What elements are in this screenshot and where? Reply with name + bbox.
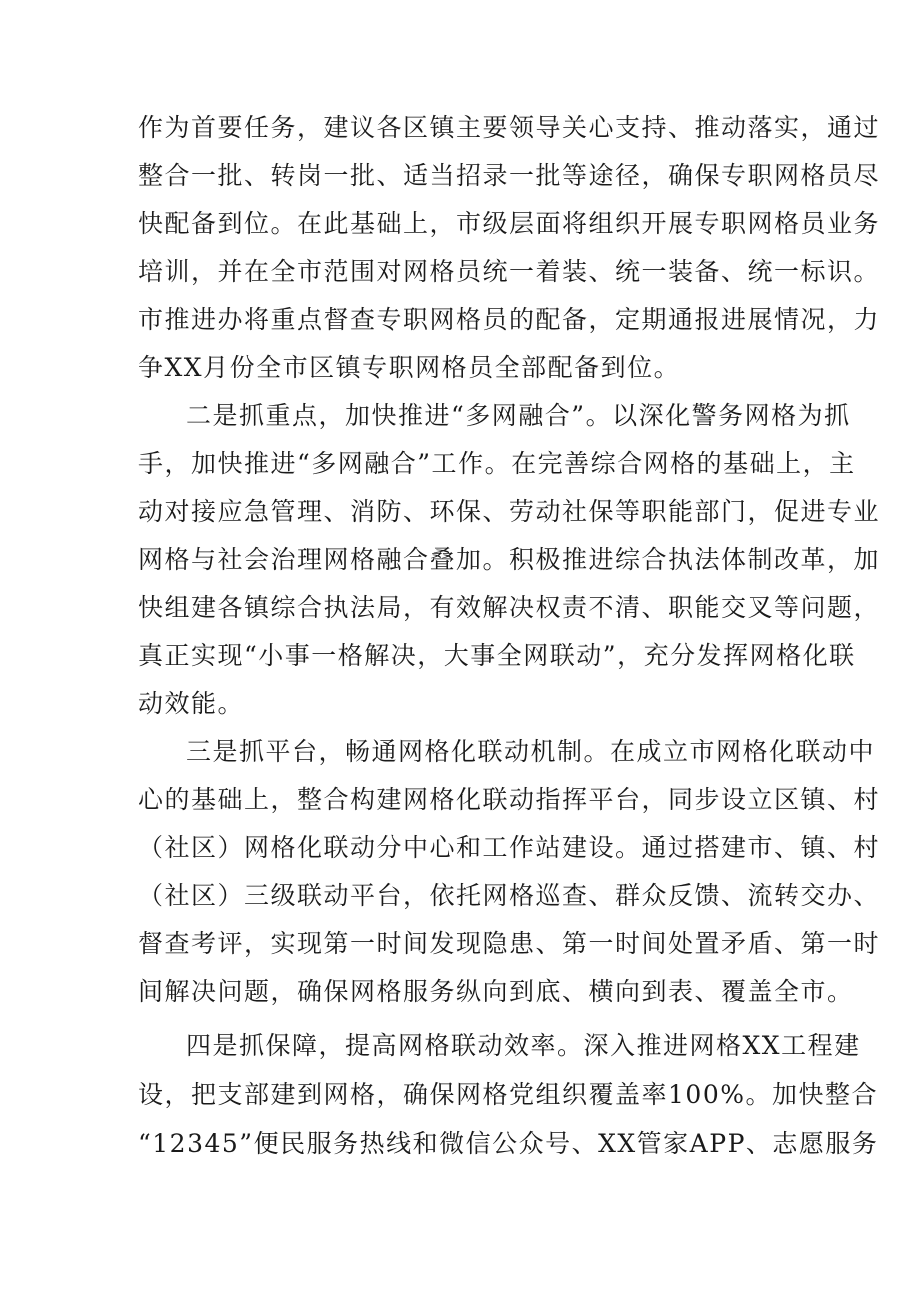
- paragraph-4-line-1: 四是抓保障，提高网格联动效率。深入推进网格XX工程建: [186, 1031, 861, 1060]
- paragraph-2-line-1: 二是抓重点，加快推进“多网融合”。以深化警务网格为抓: [186, 401, 851, 430]
- paragraph-3-line-1: 三是抓平台，畅通网格化联动机制。在成立市网格化联动中: [186, 737, 876, 766]
- paragraph-1-line-5: 市推进办将重点督查专职网格员的配备，定期通报进展情况，力: [138, 305, 881, 334]
- paragraph-4-line-2: 设，把支部建到网格，确保网格党组织覆盖率100%。加快整合: [138, 1080, 878, 1109]
- paragraph-3-line-6: 间解决问题，确保网格服务纵向到底、横向到表、覆盖全市。: [138, 977, 854, 1006]
- paragraph-2-line-6: 真正实现“小事一格解决，大事全网联动”，充分发挥网格化联: [138, 641, 856, 670]
- paragraph-3-line-2: 心的基础上，整合构建网格化联动指挥平台，同步设立区镇、村: [138, 785, 881, 814]
- paragraph-1-line-3: 快配备到位。在此基础上，市级层面将组织开展专职网格员业务: [138, 209, 881, 238]
- paragraph-2-line-7: 动效能。: [138, 689, 245, 718]
- paragraph-1-line-1: 作为首要任务，建议各区镇主要领导关心支持、推动落实，通过: [138, 113, 881, 142]
- paragraph-2-line-4: 网格与社会治理网格融合叠加。积极推进综合执法体制改革，加: [138, 545, 881, 574]
- paragraph-2-line-3: 动对接应急管理、消防、环保、劳动社保等职能部门，促进专业: [138, 497, 881, 526]
- paragraph-1-line-4: 培训，并在全市范围对网格员统一着装、统一装备、统一标识。: [138, 257, 881, 286]
- paragraph-2-line-5: 快组建各镇综合执法局，有效解决权责不清、职能交叉等问题，: [138, 593, 881, 622]
- paragraph-1-line-2: 整合一批、转岗一批、适当招录一批等途径，确保专职网格员尽: [138, 161, 881, 190]
- paragraph-1-line-6: 争XX月份全市区镇专职网格员全部配备到位。: [138, 353, 681, 382]
- paragraph-2-line-2: 手，加快推进“多网融合”工作。在完善综合网格的基础上，主: [138, 449, 856, 478]
- paragraph-3-line-5: 督查考评，实现第一时间发现隐患、第一时间处置矛盾、第一时: [138, 929, 881, 958]
- paragraph-3-line-4: （社区）三级联动平台，依托网格巡查、群众反馈、流转交办、: [138, 881, 881, 910]
- paragraph-3-line-3: （社区）网格化联动分中心和工作站建设。通过搭建市、镇、村: [138, 833, 881, 862]
- paragraph-4-line-3: “12345”便民服务热线和微信公众号、XX管家APP、志愿服务: [138, 1129, 879, 1158]
